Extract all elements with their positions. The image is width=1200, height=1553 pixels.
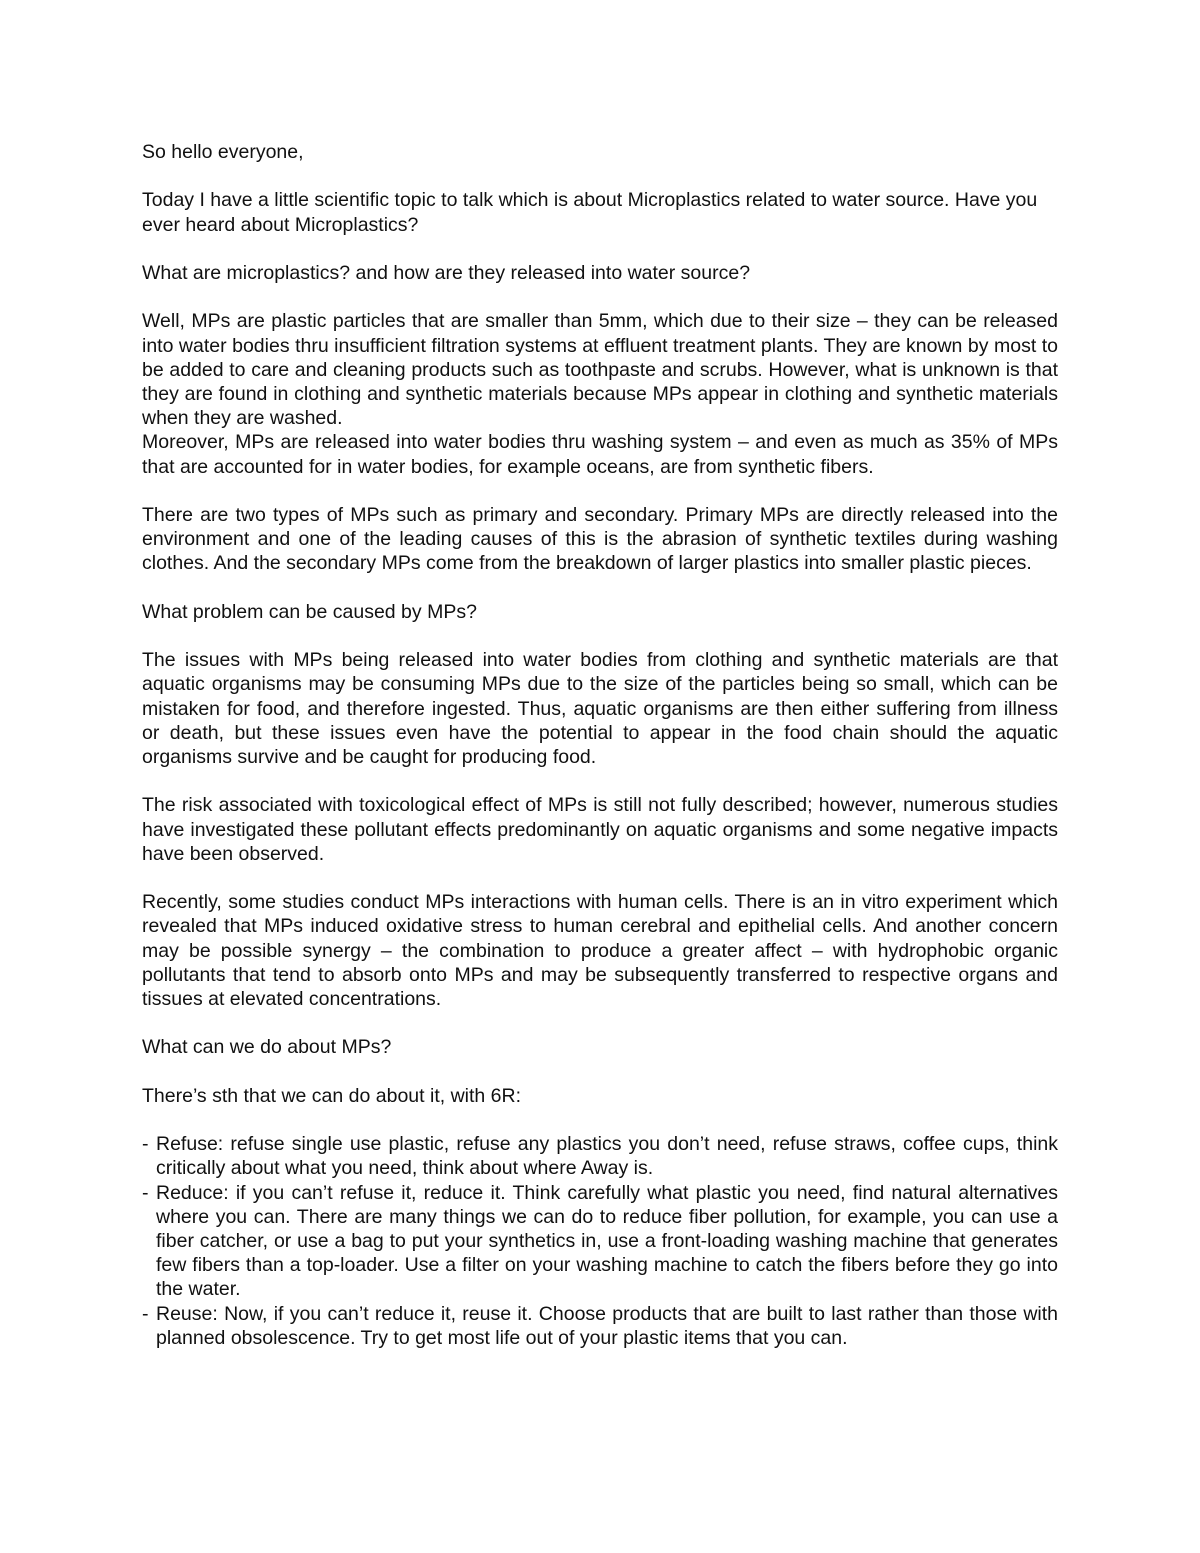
question-problem-heading: What problem can be caused by MPs? — [142, 600, 477, 623]
list-item — [142, 1302, 1058, 1350]
list-bullet-dash: - — [142, 1181, 149, 1204]
list-item — [142, 1132, 1058, 1180]
intro-paragraph: Today I have a little scientific topic to talk which is about Microplastics related to water source. Have you ever heard about Microplastics? — [142, 189, 1038, 236]
list-item-text: Refuse: refuse single use plastic, refuse any plastics you don’t need, refuse straws, coffee cups, think critically about what you need, think about where Away is. — [156, 1133, 1058, 1180]
six-r-list — [142, 1132, 1058, 1350]
recent-paragraph: Recently, some studies conduct MPs interactions with human cells. There is an in vitro experiment which revealed that MPs induced oxidative stress to human cerebral and epithelial cells. And another concern may be possible synergy – the combination to produce a greater affect – with hydrophobic organic pollutants that tend to absorb onto MPs and may be subsequently transferred to respective organs and tissues at elevated concentrations. — [142, 891, 1058, 1010]
risk-paragraph: The risk associated with toxicological effect of MPs is still not fully described; however, numerous studies have investigated these pollutant effects predominantly on aquatic organisms and some negative impacts have been observed. — [142, 794, 1058, 865]
list-bullet-dash: - — [142, 1133, 149, 1156]
answer-what-paragraph-2: Moreover, MPs are released into water bodies thru washing system – and even as much as 35% of MPs that are accounted for in water bodies, for example oceans, are from synthetic fibers. — [142, 431, 1058, 478]
list-item-text: Reuse: Now, if you can’t reduce it, reuse it. Choose products that are built to last rather than those with planned obsolescence. Try to get most life out of your plastic items that you can. — [156, 1302, 1058, 1349]
question-do-heading: What can we do about MPs? — [142, 1036, 392, 1059]
list-item-text: Reduce: if you can’t refuse it, reduce it. Think carefully what plastic you need, find natural alternatives where you can. There are many things we can do to reduce fiber pollution, for example, you can use a fiber catcher, or use a bag to put your synthetics in, use a front-loading washing machine that generates few fibers than a top-loader. Use a filter on your washing machine to catch the fibers before they go into the water. — [156, 1181, 1058, 1301]
types-paragraph: There are two types of MPs such as primary and secondary. Primary MPs are directly released into the environment and one of the leading causes of this is the abrasion of synthetic textiles during washing clothes. And the secondary MPs come from the breakdown of larger plastics into smaller plastic pieces. — [142, 503, 1058, 575]
greeting-paragraph: So hello everyone, — [142, 141, 304, 163]
list-item — [142, 1181, 1058, 1302]
question-what-heading: What are microplastics? and how are they released into water source? — [142, 261, 751, 284]
answer-what-paragraph-1: Well, MPs are plastic particles that are smaller than 5mm, which due to their size – they can be released into water bodies thru insufficient filtration systems at effluent treatment plants. They are known by most to be added to care and cleaning products such as toothpaste and scrubs. However, what is unknown is that they are found in clothing and synthetic materials because MPs appear in clothing and synthetic materials when they are washed. — [142, 310, 1058, 430]
document-page — [142, 140, 1058, 1350]
issues-paragraph: The issues with MPs being released into water bodies from clothing and synthetic materials are that aquatic organisms may be consuming MPs due to the size of the particles being so small, which can be mistaken for food, and therefore ingested. Thus, aquatic organisms are then either suffering from illness or death, but these issues even have the potential to appear in the food chain should the aquatic organisms survive and be caught for producing food. — [142, 649, 1058, 768]
list-bullet-dash: - — [142, 1302, 149, 1325]
six-r-intro-paragraph: There’s sth that we can do about it, with 6R: — [142, 1084, 522, 1107]
